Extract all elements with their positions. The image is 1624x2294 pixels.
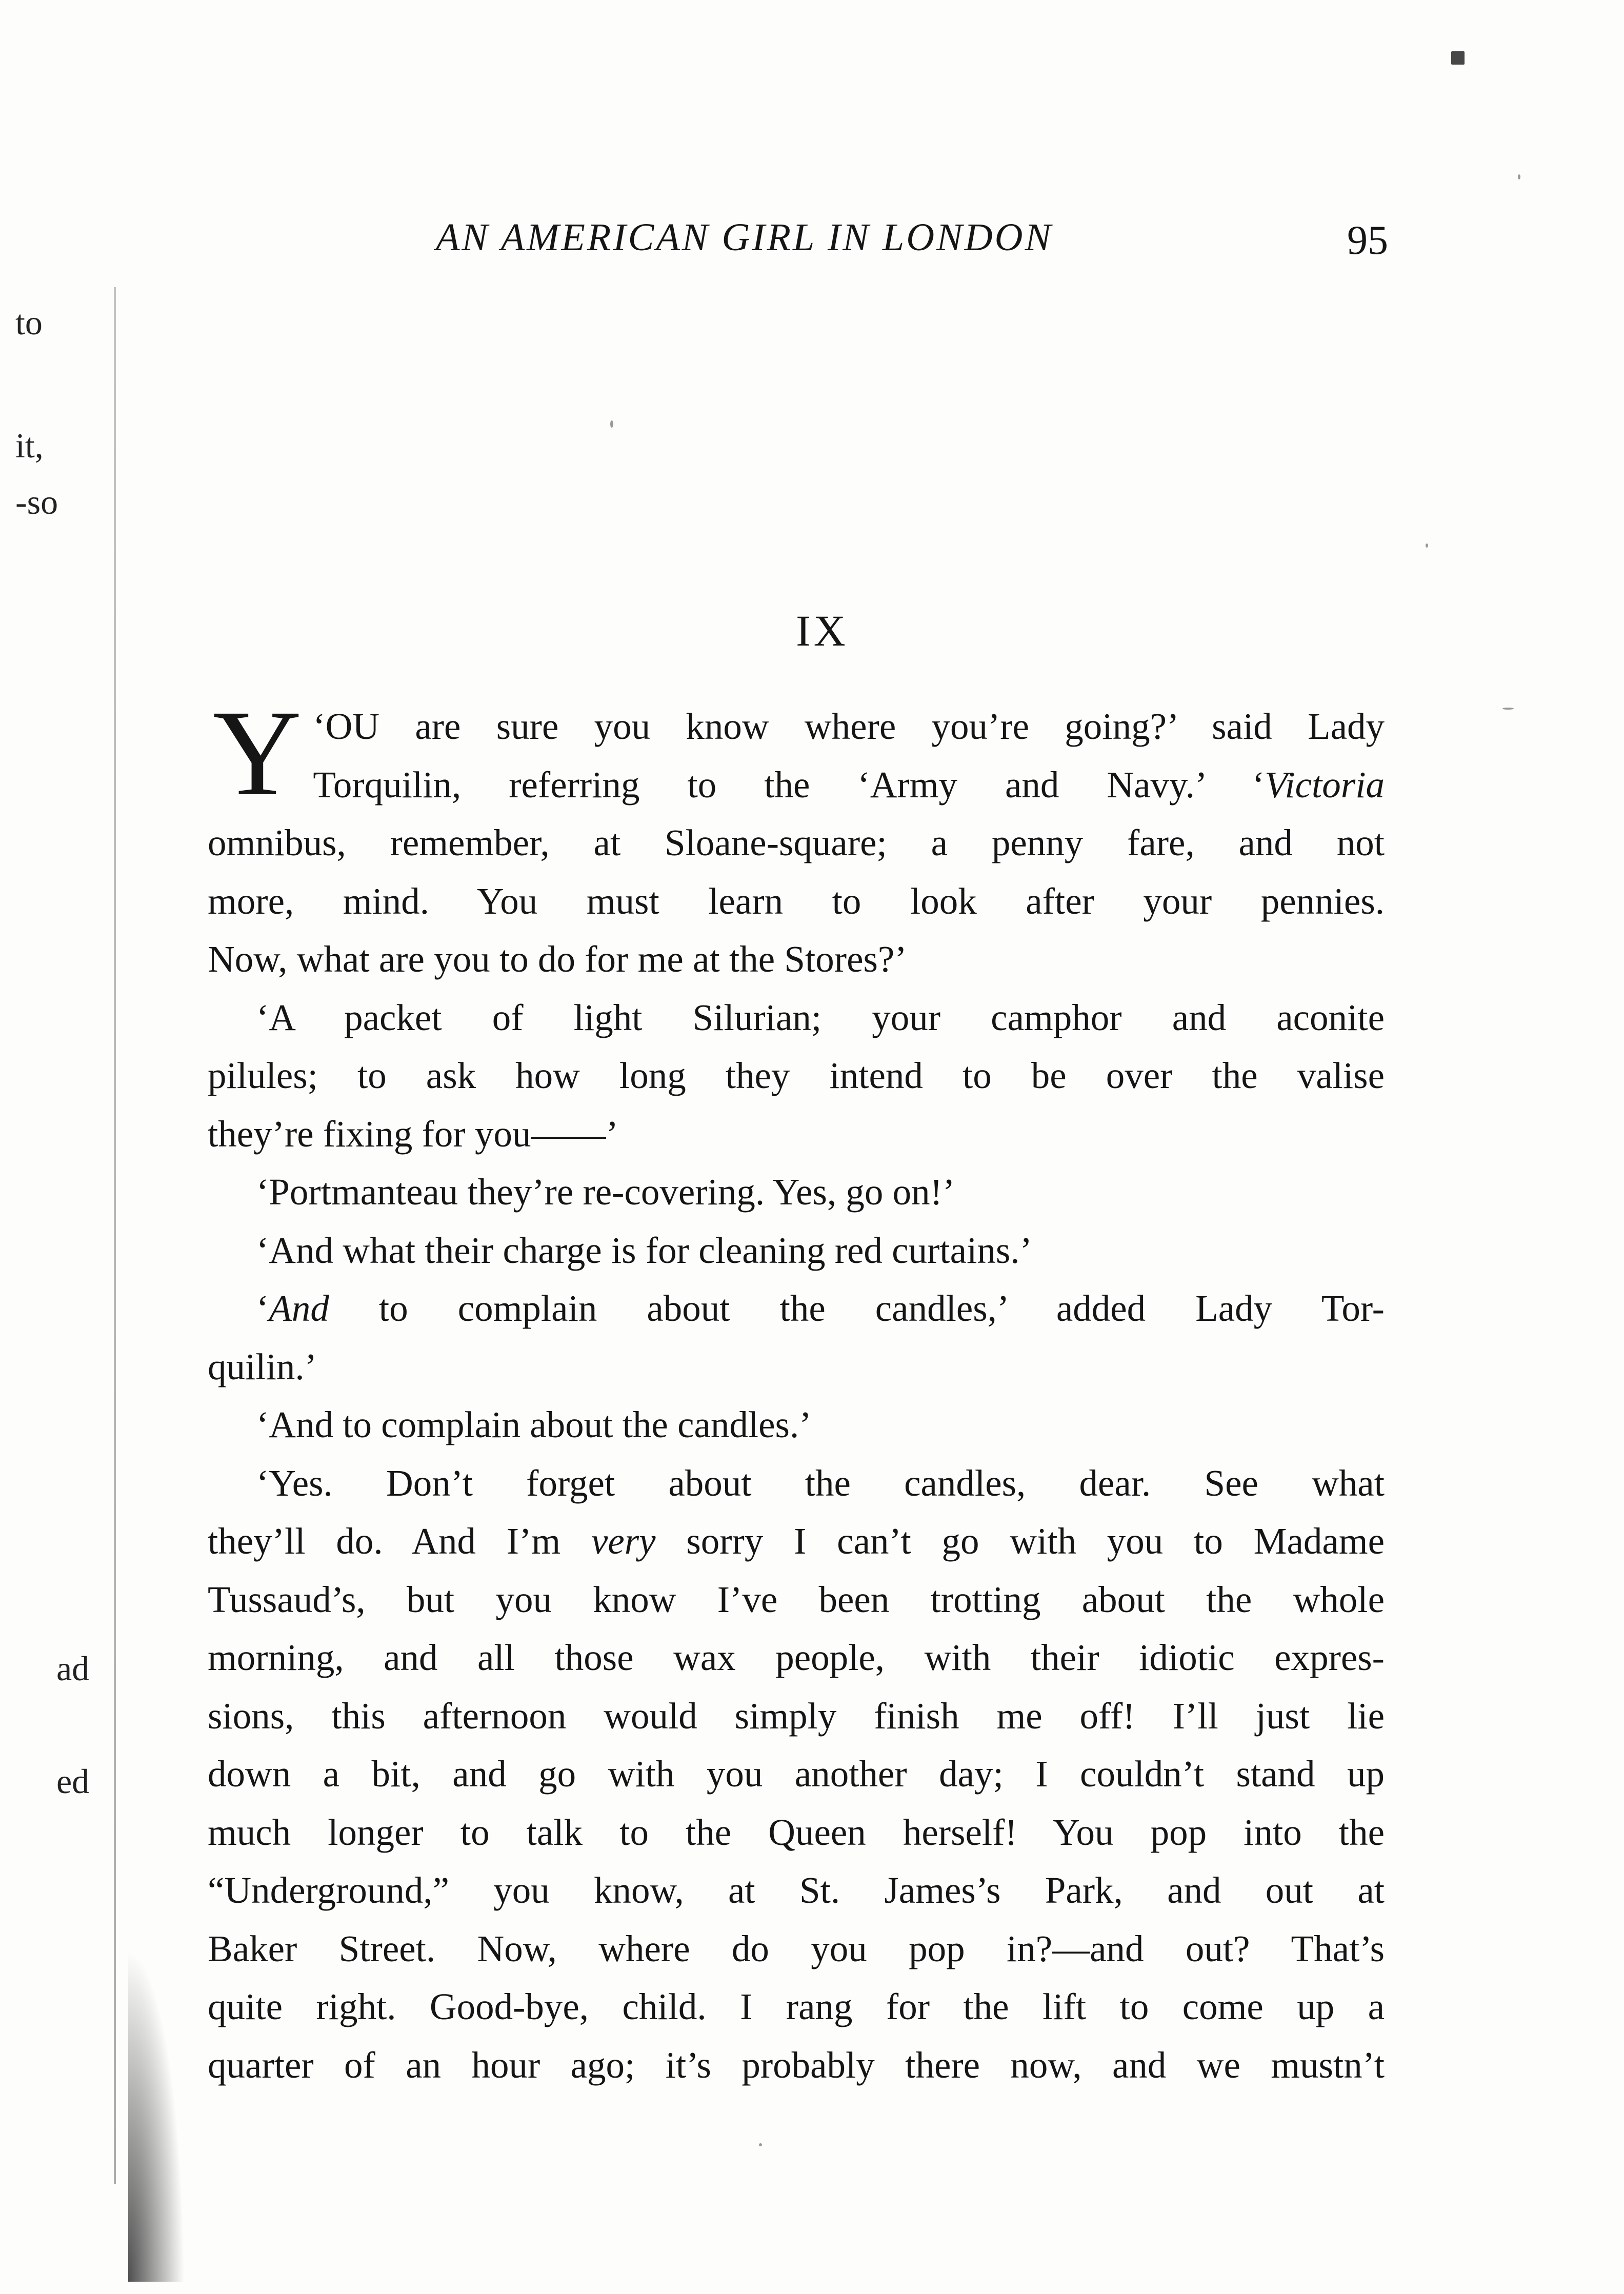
binding-shadow [128,1948,185,2282]
facing-page-fragment: -so [15,482,58,521]
text-line: ‘Yes. Don’t forget about the candles, dear. See what [256,1462,1385,1504]
running-title: AN AMERICAN GIRL IN LONDON [436,216,1053,259]
page-number: 95 [1347,218,1388,263]
text-line: Baker Street. Now, where do you pop in?—and out? That’s [208,1927,1385,1969]
ink-speck [1502,708,1514,710]
text-line: omnibus, remember, at Sloane-square; a penny fare, and not [208,822,1385,863]
text-line: much longer to talk to the Queen herself! You pop into the [208,1811,1385,1853]
paragraph-5 [208,1279,1385,1396]
text-line: ‘A packet of light Silurian; your camphor and aconite [256,996,1385,1038]
text-line: ‘Portmanteau they’re re-covering. Yes, go on!’ [256,1171,955,1213]
chapter-heading: IX [796,606,849,655]
page-gutter-line [114,287,116,2184]
ink-speck [1426,544,1428,548]
page-header [400,215,1388,272]
paragraph-3 [208,1163,1385,1221]
text-line: ‘And what their charge is for cleaning red curtains.’ [256,1229,1032,1271]
text-line: quite right. Good-bye, child. I rang for the lift to come up a [208,1986,1385,2027]
facing-page-fragment: ed [56,1762,90,1801]
text-line: Tussaud’s, but you know I’ve been trotting about the whole [208,1578,1385,1620]
paragraph-1 [208,685,1385,989]
text-line: quarter of an hour ago; it’s probably there now, and we mustn’t [208,2044,1385,2086]
text-line: more, mind. You must learn to look after your pennies. [208,880,1385,922]
text-line: quilin.’ [208,1345,317,1387]
drop-cap: Y [213,685,302,821]
facing-page-fragment: to [15,303,43,342]
text-line: ‘And to complain about the candles.’ [256,1404,812,1445]
text-line: they’re fixing for you——’ [208,1113,618,1155]
body-text [208,685,1385,2094]
text-line: Now, what are you to do for me at the Stores?’ [208,938,907,980]
text-line: ‘And to complain about the candles,’ added Lady Tor- [256,1287,1385,1329]
facing-page-fragment: ad [56,1649,90,1688]
text-line: “Underground,” you know, at St. James’s Park, and out at [208,1869,1385,1911]
text-line: they’ll do. And I’m very sorry I can’t go with you to Madame [208,1520,1385,1562]
text-line: pilules; to ask how long they intend to be over the valise [208,1055,1385,1096]
paragraph-6 [208,1396,1385,1454]
ink-speck [759,2143,762,2146]
facing-page-fragment: it, [15,426,44,465]
text-line: ‘OU are sure you know where you’re going?’ said Lady [313,706,1385,747]
text-line: sions, this afternoon would simply finish me off! I’ll just lie [208,1695,1385,1737]
text-line: Torquilin, referring to the ‘Army and Navy.’ ‘Victoria [313,763,1385,806]
paragraph-4 [208,1221,1385,1280]
text-line: morning, and all those wax people, with their idiotic expres- [208,1637,1385,1678]
paragraph-2 [208,989,1385,1163]
ink-speck [610,420,613,428]
ink-speck [1451,51,1465,65]
paragraph-7 [208,1454,1385,2095]
text-line: down a bit, and go with you another day; I couldn’t stand up [208,1753,1385,1795]
ink-speck [1518,174,1520,179]
